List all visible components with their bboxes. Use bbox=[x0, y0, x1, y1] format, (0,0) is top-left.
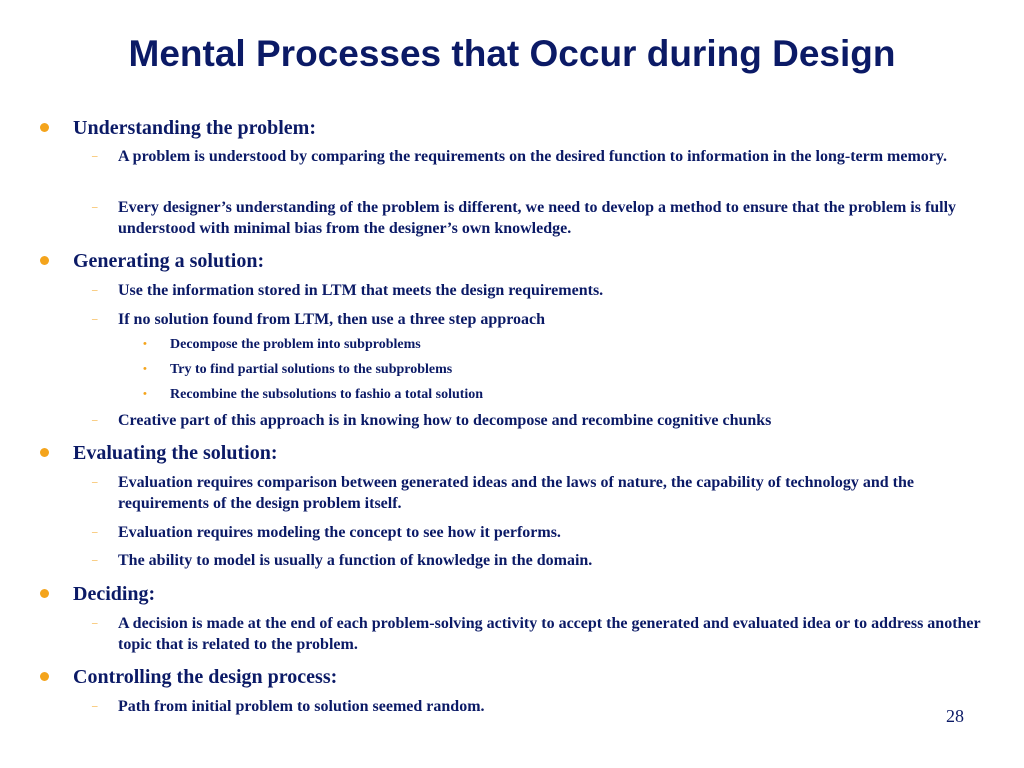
section-heading-text: Understanding the problem: bbox=[73, 117, 316, 139]
round-bullet-icon bbox=[40, 123, 49, 132]
list-item-text: Evaluation requires modeling the concept to see how it performs. bbox=[118, 524, 561, 541]
dash-bullet-icon: – bbox=[92, 284, 98, 296]
section-heading-text: Generating a solution: bbox=[73, 250, 265, 272]
dash-bullet-icon: – bbox=[92, 526, 98, 538]
list-item-text: If no solution found from LTM, then use a three step approach bbox=[118, 311, 546, 328]
round-bullet-icon bbox=[40, 448, 49, 457]
round-bullet-icon bbox=[40, 589, 49, 598]
sub-list-item-text: Recombine the subsolutions to fashio a total solution bbox=[170, 387, 484, 402]
sub-list-item-text: Try to find partial solutions to the subproblems bbox=[170, 362, 453, 377]
dash-bullet-icon: – bbox=[92, 554, 98, 566]
round-bullet-icon bbox=[40, 672, 49, 681]
dash-bullet-icon: – bbox=[92, 201, 98, 213]
list-item-text: A problem is understood by comparing the requirements on the desired function to information in the long-term memory. bbox=[118, 148, 948, 165]
dash-bullet-icon: – bbox=[92, 313, 98, 325]
dash-bullet-icon: – bbox=[92, 414, 98, 426]
section-heading-text: Controlling the design process: bbox=[73, 666, 338, 688]
small-bullet-icon: • bbox=[143, 338, 147, 350]
round-bullet-icon bbox=[40, 256, 49, 265]
dash-bullet-icon: – bbox=[92, 617, 98, 629]
dash-bullet-icon: – bbox=[92, 476, 98, 488]
small-bullet-icon: • bbox=[143, 363, 147, 375]
list-item-text: Every designer’s understanding of the problem is different, we need to develop a method to ensure that the problem is fully understood with minimal bias from the designer’s own knowledge. bbox=[118, 199, 957, 237]
dash-bullet-icon: – bbox=[92, 150, 98, 162]
list-item-text: A decision is made at the end of each problem-solving activity to accept the generated and evaluated idea or to address another topic that is related to the problem. bbox=[118, 615, 981, 653]
small-bullet-icon: • bbox=[143, 388, 147, 400]
list-item-text: Use the information stored in LTM that meets the design requirements. bbox=[118, 282, 604, 299]
section-heading-text: Deciding: bbox=[73, 583, 156, 605]
dash-bullet-icon: – bbox=[92, 700, 98, 712]
list-item-text: Creative part of this approach is in knowing how to decompose and recombine cognitive chunks bbox=[118, 412, 772, 429]
page-number: 28 bbox=[946, 706, 964, 726]
list-item-text: Evaluation requires comparison between generated ideas and the laws of nature, the capability of technology and the requirements of the design problem itself. bbox=[118, 474, 915, 512]
list-item-text: The ability to model is usually a function of knowledge in the domain. bbox=[118, 552, 593, 569]
sub-list-item-text: Decompose the problem into subproblems bbox=[170, 337, 421, 352]
list-item-text: Path from initial problem to solution seemed random. bbox=[118, 698, 485, 715]
slide-title: Mental Processes that Occur during Design bbox=[128, 33, 896, 74]
section-heading-text: Evaluating the solution: bbox=[73, 442, 278, 464]
